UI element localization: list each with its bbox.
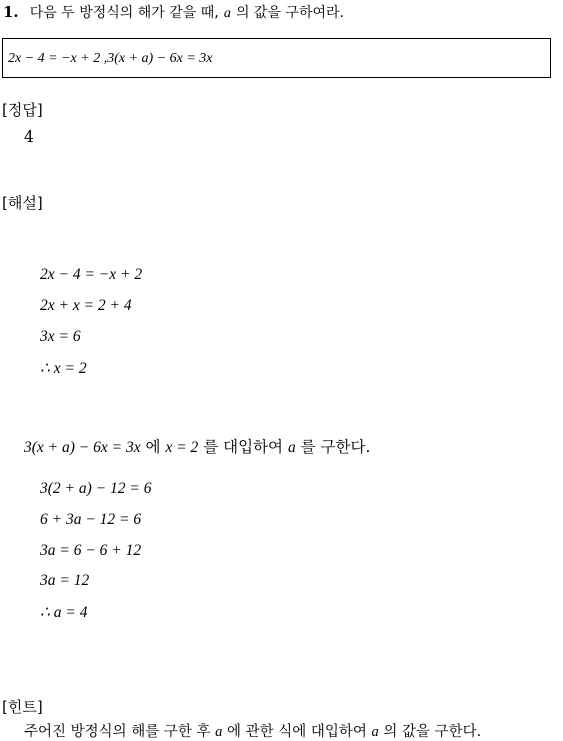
equation-box <box>2 38 551 78</box>
question-var: a <box>223 6 231 21</box>
explanation-label: [해설] <box>2 194 43 212</box>
equation-text: 2x − 4 = −x + 2 ,3(x + a) − 6x = 3x <box>8 51 213 66</box>
hint-var: a <box>215 724 223 740</box>
sentence-word: 를 구한다. <box>300 438 371 456</box>
explanation-sentence <box>24 435 370 457</box>
explanation-step: 3x = 6 <box>40 328 81 345</box>
question-text-a: 다음 두 방정식의 해가 같을 때, <box>29 5 219 21</box>
explanation-step: 2x + x = 2 + 4 <box>40 297 132 314</box>
sentence-substitution: x = 2 <box>165 439 199 456</box>
explanation-step: 3(2 + a) − 12 = 6 <box>40 480 152 497</box>
question-number: 1. <box>3 3 19 21</box>
answer-value: 4 <box>24 128 34 146</box>
hint-text <box>24 720 481 741</box>
hint-part: 에 관한 식에 대입하여 <box>227 724 367 740</box>
sentence-equation: 3(x + a) − 6x = 3x <box>24 439 141 456</box>
hint-var: a <box>371 724 379 740</box>
explanation-step: ∴ a = 4 <box>40 604 88 621</box>
explanation-step: 3a = 12 <box>40 572 90 589</box>
question-line <box>3 2 344 22</box>
hint-part: 의 값을 구한다. <box>383 724 482 740</box>
explanation-step: 6 + 3a − 12 = 6 <box>40 511 142 528</box>
question-text-b: 의 값을 구하여라. <box>235 5 344 21</box>
answer-label: [정답] <box>2 101 43 119</box>
sentence-word: 를 대입하여 <box>203 438 284 456</box>
hint-label: [힌트] <box>2 698 43 716</box>
hint-part: 주어진 방정식의 해를 구한 후 <box>24 724 211 740</box>
sentence-var: a <box>287 439 296 456</box>
explanation-step: 3a = 6 − 6 + 12 <box>40 542 142 559</box>
explanation-step: 2x − 4 = −x + 2 <box>40 266 143 283</box>
sentence-word: 에 <box>145 438 161 456</box>
explanation-step: ∴ x = 2 <box>40 360 87 377</box>
